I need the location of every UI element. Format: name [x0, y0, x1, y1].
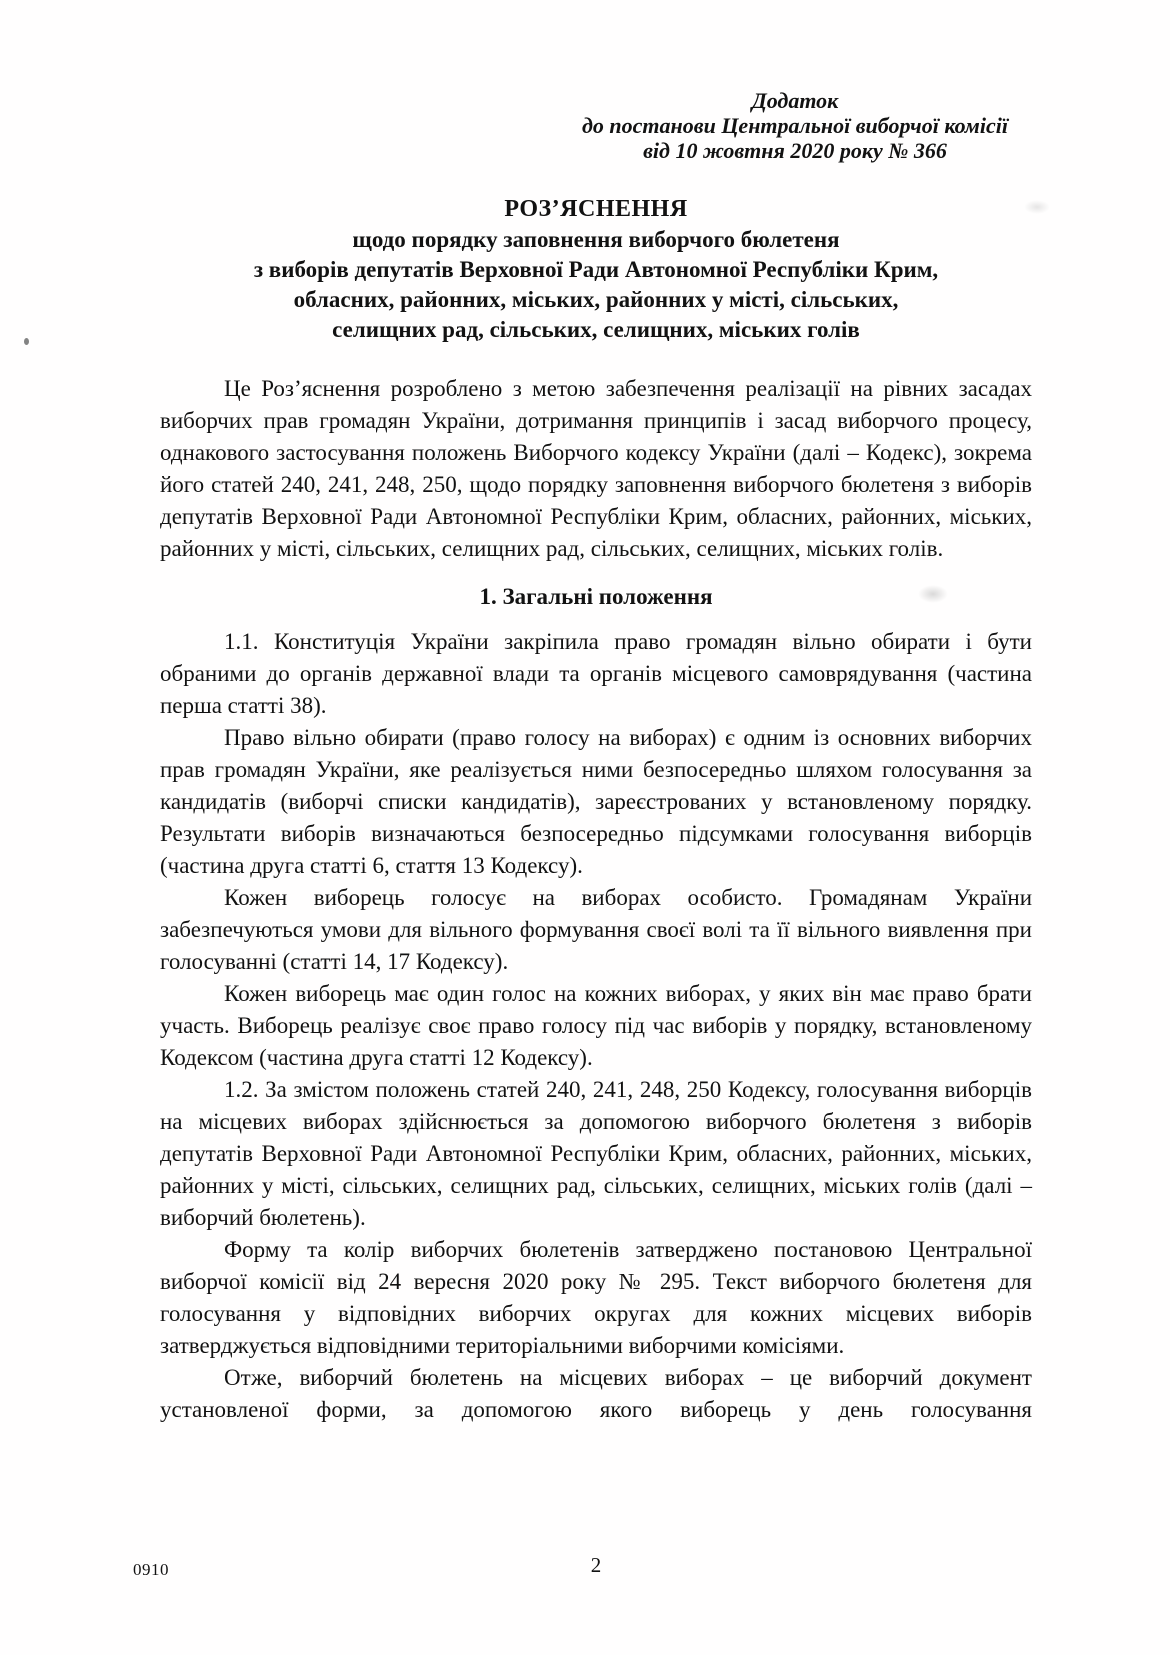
document-title: РОЗ’ЯСНЕННЯ — [504, 196, 688, 222]
annex-resolution-reference: до постанови Центральної виборчої комісії — [582, 113, 1008, 138]
document-subtitle-line: з виборів депутатів Верховної Ради Автономної Республіки Крим, — [253, 257, 939, 282]
paragraph-1-1: 1.1. Конституція України закріпила право громадян вільно обирати і бути обраними до органів державної влади та органів місцевого самоврядування (частина перша статті 38). — [160, 629, 1032, 718]
annex-block — [564, 88, 1026, 163]
title-block — [160, 194, 1032, 345]
paragraph-1-2: 1.2. За змістом положень статей 240, 241, 248, 250 Кодексу, голосування виборців на місцевих виборах здійснюється за допомогою виборчого бюлетеня з виборів депутатів Верховної Ради Автономної Республіки Крим, обласних, районних, міських, районних у місті, сільських, селищних рад, сільських, селищних, міських голів (далі – виборчий бюлетень). — [160, 1077, 1032, 1230]
paragraph-continued: Отже, виборчий бюлетень на місцевих виборах – це виборчий документ установленої форми, за допомогою якого виборець у день голосування — [160, 1365, 1032, 1422]
section-1-heading: 1. Загальні положення — [479, 584, 713, 609]
paragraph: Кожен виборець голосує на виборах особисто. Громадянам України забезпечуються умови для вільного формування своєї волі та її вільного виявлення при голосуванні (статті 14, 17 Кодексу). — [160, 885, 1032, 974]
paragraph: Форму та колір виборчих бюлетенів затверджено постановою Центральної виборчої комісії від 24 вересня 2020 року № 295. Текст виборчого бюлетеня для голосування у відповідних виборчих округах для кожних місцевих виборів затверджується відповідними територіальними виборчими комісіями. — [160, 1237, 1032, 1358]
document-subtitle-line: щодо порядку заповнення виборчого бюлетеня — [352, 227, 840, 252]
page-content — [160, 88, 1032, 1426]
annex-date-number: від 10 жовтня 2020 року № 366 — [643, 138, 947, 163]
document-subtitle-line: обласних, районних, міських, районних у місті, сільських, — [293, 287, 899, 312]
page-number: 2 — [590, 1553, 602, 1577]
body-text — [160, 373, 1032, 1426]
document-subtitle-line: селищних рад, сільських, селищних, міських голів — [332, 317, 860, 342]
paragraph: Право вільно обирати (право голосу на виборах) є одним із основних виборчих прав громадян України, яке реалізується ними безпосередньо шляхом голосування за кандидатів (виборчі списки кандидатів), зареєстрованих у встановленому порядку. Результати виборів визначаються безпосередньо підсумками голосування виборців (частина друга статті 6, стаття 13 Кодексу). — [160, 725, 1032, 878]
intro-paragraph: Це Роз’яснення розроблено з метою забезпечення реалізації на рівних засадах виборчих прав громадян України, дотримання принципів і засад виборчого процесу, однакового застосування положень Виборчого кодексу України (далі – Кодекс), зокрема його статей 240, 241, 248, 250, щодо порядку заповнення виборчого бюлетеня з виборів депутатів Верховної Ради Автономної Республіки Крим, обласних, районних, міських, районних у місті, сільських, селищних рад, сільських, селищних, міських голів. — [160, 376, 1032, 561]
scan-artifact — [24, 338, 29, 345]
annex-label: Додаток — [751, 88, 839, 113]
paragraph: Кожен виборець має один голос на кожних виборах, у яких він має право брати участь. Виборець реалізує своє право голосу під час виборів у порядку, встановленому Кодексом (частина друга статті 12 Кодексу). — [160, 981, 1032, 1070]
footer-code: 0910 — [133, 1560, 169, 1579]
